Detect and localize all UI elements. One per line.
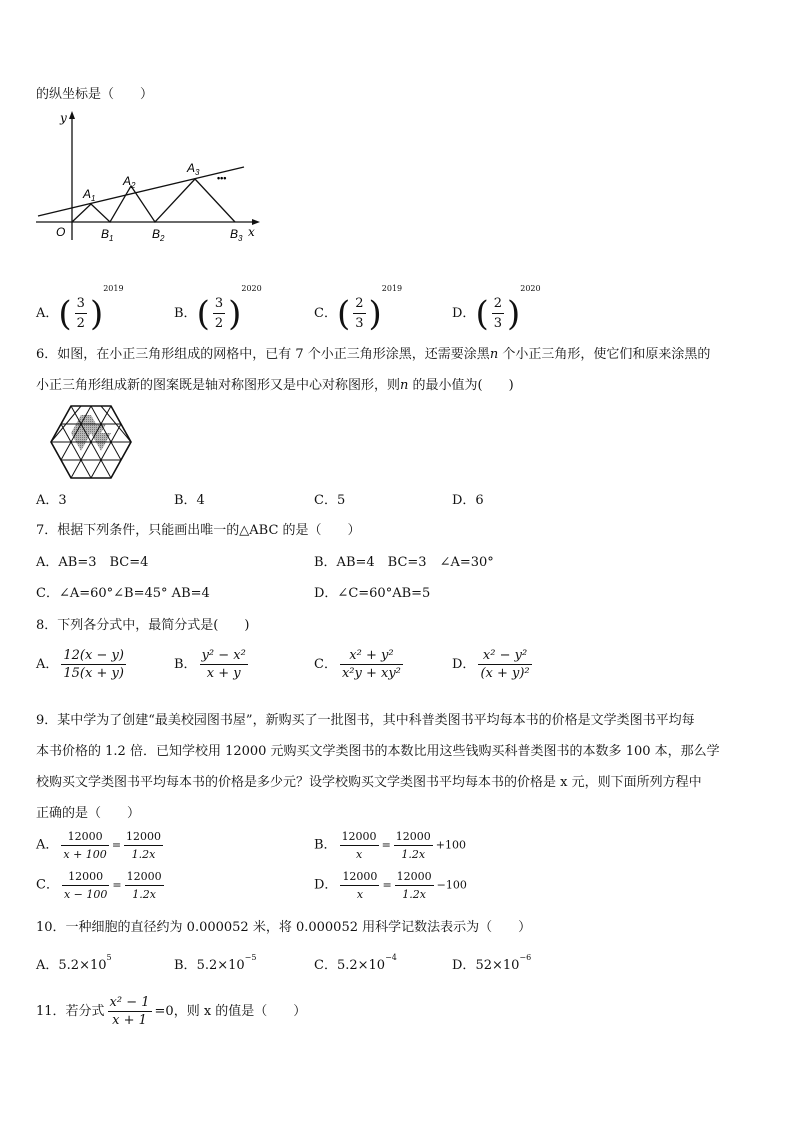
q7-option-a[interactable]: A．AB=3 BC=4 [36, 555, 149, 570]
q6-option-a[interactable]: A．3 [36, 493, 67, 508]
q11-stem: 11．若分式 $\frac{\text{x² − 1}}{x + 1}$ =0，则 x 的值是（ ） [36, 995, 307, 1028]
q9-option-a[interactable]: A． $\frac{12000}{x + 100}$ = $\frac{12000}{1.2x}$ [36, 830, 162, 861]
x-label: x [248, 225, 255, 239]
a1-label: $A_1$ [83, 187, 96, 203]
q9-stem-line1: 9．某中学为了创建“最美校园图书屋”，新购买了一批图书，其中科普类图书平均每本书的价格是文学类图书平均每 [36, 713, 695, 728]
q8-option-c[interactable]: C． $\frac{\text{x² + y²}}{\text{x²y + xy²}}$ [314, 648, 401, 681]
q8-option-a[interactable]: A． $\frac{12(x - y)}{15(x + y)}$ [36, 648, 124, 681]
q8-option-d[interactable]: D． $\frac{\text{x² − y²}}{\text{(x + y)²}}$ [452, 648, 530, 681]
a3-label: $A_3$ [187, 161, 200, 177]
q10-stem: 10．一种细胞的直径约为 0.000052 米，将 0.000052 用科学记数法表示为（ ） [36, 920, 532, 935]
continuation-dots: ••• [217, 173, 227, 183]
q5-option-d[interactable]: D．( $\frac{2}{3}$ )$^{2020}$ [452, 284, 541, 334]
a2-label: $A_2$ [123, 174, 136, 190]
q8-option-b[interactable]: B． $\frac{\text{y² − x²}}{x + y}$ [174, 648, 246, 681]
q10-option-b[interactable]: B．$5.2\times 10^{-5}$ [174, 953, 257, 973]
q7-stem: 7．根据下列条件，只能画出唯一的△ABC 的是（ ） [36, 523, 361, 538]
shaded-triangles [71, 415, 111, 451]
q6-option-c[interactable]: C．5 [314, 493, 346, 508]
q5-option-b[interactable]: B．( $\frac{3}{2}$ )$^{2020}$ [174, 284, 262, 334]
y-label: y [60, 111, 67, 125]
q5-option-a[interactable]: A．( $\frac{3}{2}$ )$^{2019}$ [36, 284, 124, 334]
q10-option-d[interactable]: D．$52\times 10^{-6}$ [452, 953, 532, 973]
b2-label: $B_2$ [152, 227, 165, 243]
sloped-line [38, 167, 244, 216]
q6-stem-line1: 6．如图，在小正三角形组成的网格中，已有 7 个小正三角形涂黑，还需要涂黑n 个小正三角形，使它们和原来涂黑的 [36, 347, 711, 362]
q5-coordinate-graph [34, 108, 264, 248]
q9-option-c[interactable]: C． $\frac{12000}{x - 100}$ = $\frac{12000}{1.2x}$ [36, 870, 162, 901]
q7-option-c[interactable]: C．∠A=60°∠B=45° AB=4 [36, 586, 210, 601]
q7-option-b[interactable]: B．AB=4 BC=3 ∠A=30° [314, 555, 494, 570]
q9-stem-line2: 本书价格的 1.2 倍．已知学校用 12000 元购买文学类图书的本数比用这些钱购买科普类图书的本数多 100 本，那么学 [36, 744, 720, 759]
q6-stem-line2: 小正三角形组成新的图案既是轴对称图形又是中心对称图形，则n 的最小值为( ) [36, 378, 514, 393]
q10-option-c[interactable]: C．$5.2\times 10^{-4}$ [314, 953, 397, 973]
q9-option-d[interactable]: D． $\frac{12000}{x}$ = $\frac{12000}{1.2x}$ −100 [314, 870, 467, 901]
q6-triangle-grid-figure [50, 405, 132, 479]
q5-option-c[interactable]: C．( $\frac{2}{3}$ )$^{2019}$ [314, 284, 403, 334]
b1-label: $B_1$ [101, 227, 114, 243]
b3-label: $B_3$ [230, 227, 243, 243]
q8-stem: 8．下列各分式中，最简分式是( ) [36, 618, 250, 633]
origin-label: O [56, 225, 66, 239]
q5-tail-text: 的纵坐标是（ ） [36, 87, 154, 102]
y-axis-arrow [69, 111, 75, 119]
triangle-zigzag [72, 179, 235, 222]
q6-option-b[interactable]: B．4 [174, 493, 205, 508]
q6-option-d[interactable]: D．6 [452, 493, 484, 508]
q10-option-a[interactable]: A．$5.2\times 10^5$ [36, 953, 112, 973]
q9-option-b[interactable]: B． $\frac{12000}{x}$ = $\frac{12000}{1.2x}$ +100 [314, 830, 466, 861]
q9-stem-line4: 正确的是（ ） [36, 806, 141, 821]
q9-stem-line3: 校购买文学类图书平均每本书的价格是多少元？设学校购买文学类图书平均每本书的价格是 x 元，则下面所列方程中 [36, 775, 702, 790]
q7-option-d[interactable]: D．∠C=60°AB=5 [314, 586, 431, 601]
